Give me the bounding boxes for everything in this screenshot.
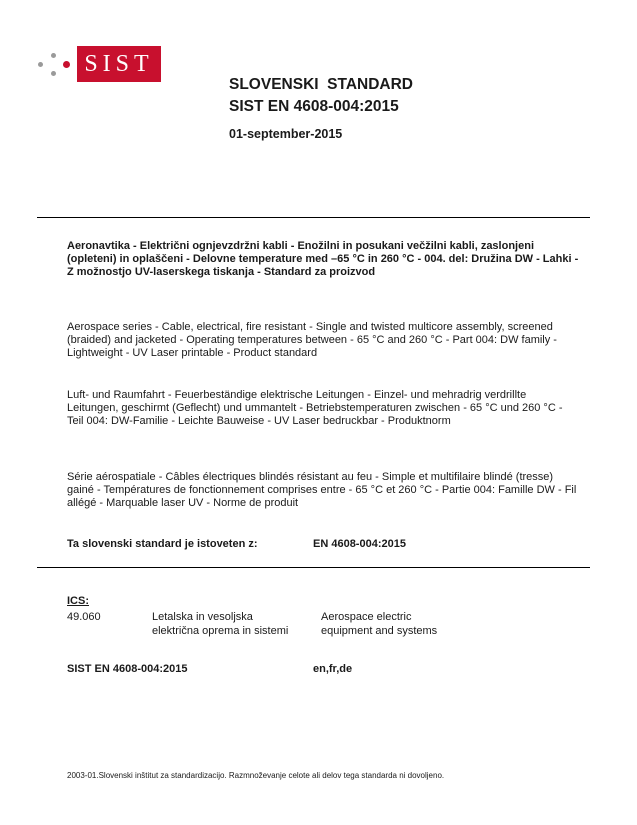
logo-dot-top <box>51 53 56 58</box>
languages: en,fr,de <box>313 663 353 675</box>
standard-type: SLOVENSKI STANDARD <box>229 76 414 93</box>
standard-date: 01-september-2015 <box>229 127 343 141</box>
title-slovenian: Aeronavtika - Električni ognjevzdržni kabli - Enožilni in posukani večžilni kabli, zaslonjeni (opleteni) in oplaščeni - Delovne temperature med –65 °C in 260 °C - 004. del: Družina DW - Lahki - Z možnostjo UV-laserskega tiskanja - Standard za proizvod <box>67 240 579 279</box>
title-english: Aerospace series - Cable, electrical, fire resistant - Single and twisted multicore assembly, screened (braided) and jacketed - Operating temperatures between - 65 °C and 260 °C - Part 004: DW family - Lightweight - UV Laser printable - Product standard <box>67 321 557 360</box>
standard-code: SIST EN 4608-004:2015 <box>229 98 399 115</box>
ics-slovenian-line-1: Letalska in vesoljska <box>152 611 253 623</box>
logo-dot-left <box>38 62 43 67</box>
top-divider <box>37 217 590 218</box>
standard-code-bottom: SIST EN 4608-004:2015 <box>67 663 188 675</box>
logo-wordmark: SIST <box>77 46 161 82</box>
ics-slovenian-line-2: električna oprema in sistemi <box>152 625 289 637</box>
ics-label: ICS: <box>67 595 89 607</box>
logo-dot-bottom <box>51 71 56 76</box>
ics-english-line-2: equipment and systems <box>321 625 438 637</box>
identical-label: Ta slovenski standard je istoveten z: <box>67 538 258 550</box>
title-french: Série aérospatiale - Câbles électriques blindés résistant au feu - Simple et multifilaire blindé (tresse) gainé - Températures de fonctionnement comprises entre - 65 °C et 260 °C - Partie 004: Famille DW - Fil allégé - Marquable laser UV - Norme de produit <box>67 471 577 510</box>
bottom-divider <box>37 567 590 568</box>
copyright-footer: 2003-01.Slovenski inštitut za standardizacijo. Razmnoževanje celote ali delov tega standarda ni dovoljeno. <box>67 771 445 780</box>
title-german: Luft- und Raumfahrt - Feuerbeständige elektrische Leitungen - Einzel- und mehradrig verdrillte Leitungen, geschirmt (Geflecht) und ummantelt - Betriebstemperaturen zwischen - 65 °C und 260 °C - Teil 004: DW-Familie - Leichte Bauweise - UV Laser bedruckbar - Produktnorm <box>67 389 563 428</box>
identical-value: EN 4608-004:2015 <box>313 538 406 550</box>
ics-code: 49.060 <box>67 611 101 623</box>
logo-dot-right <box>63 61 70 68</box>
ics-english-line-1: Aerospace electric <box>321 611 412 623</box>
